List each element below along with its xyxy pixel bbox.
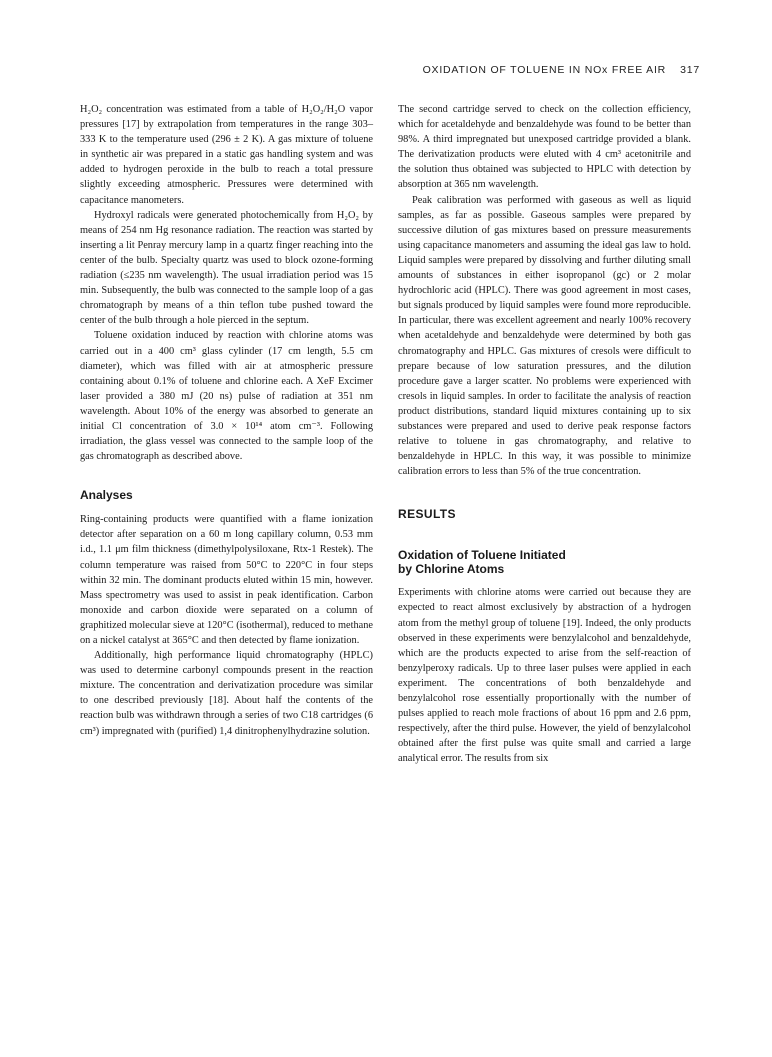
section-heading-results: RESULTS [398, 507, 456, 522]
paragraph-peak-calibration: Peak calibration was performed with gaseous as well as liquid samples, as far as possible. Gaseous samples were prepared by successive dilution of gas mixtures based on pressure measurements using capacitance manometers and assuming the ideal gas law to hold. Liquid samples were prepared by dissolving and further diluting small amounts of substances in either isopropanol (gc) or 2 molar hydrochloric acid (HPLC). There was good agreement in most cases, but signals produced by liquid samples were found more reproducible. In particular, there was excellent agreement and nearly 100% recovery when acetaldehyde and benzaldehyde were determined by both gas chromatography and HPLC. Gas mixtures of cresols were difficult to prepare because of low saturation pressures, and the dilution procedure gave a larger scatter. No problems were experienced with cresols in liquid samples. In order to facilitate the analysis of reaction product distributions, standard liquid mixtures containing up to six substances were prepared and used to derive peak response factors relative to toluene in gas chromatography, and relative to benzaldehyde in HPLC. In this way, it was possible to minimize calibration errors to less than 5% of the true concentration. [398, 194, 691, 478]
running-title: OXIDATION OF TOLUENE IN NOx FREE AIR [422, 64, 667, 76]
paragraph-chlorine-experiments: Experiments with chlorine atoms were carried out because they are expected to react almost exclusively by abstraction of a hydrogen atom from the methyl group of toluene [19]. Indeed, the only products observed in these experiments were benzylalcohol and benzaldehyde, which are the products expected to arise from the self-reaction of benzylperoxy radicals. Up to three laser pulses were applied in each experiment. The concentrations of both benzaldehyde and benzylalcohol rose essentially proportionally with the number of pulses applied to reach mole fractions of about 16 ppm and 2.6 ppm, respectively, after the third pulse. However, the yield of benzylalcohol obtained after the first pulse was quite small and carried a large analytical error. The results from six [398, 587, 691, 765]
paragraph-hplc: Additionally, high performance liquid chromatography (HPLC) was used to determine carbonyl compounds present in the reaction mixture. The concentration and derivatization procedure was similar to one described previously [18]. About half the contents of the reaction bulb was withdrawn through a series of two C18 cartridges (6 cm³) impregnated with (purified) 1,4 dinitrophenylhydrazine solution. [80, 650, 373, 737]
page-number: 317 [680, 64, 700, 76]
subsection-heading-line1: Oxidation of Toluene Initiated [398, 548, 566, 563]
subsection-heading-line2: by Chlorine Atoms [398, 562, 505, 577]
running-header [423, 64, 700, 76]
subsection-heading-chlorine [398, 548, 691, 576]
section-heading-analyses: Analyses [80, 488, 133, 503]
right-column [398, 102, 691, 766]
paragraph-ring-products: Ring-containing products were quantified with a flame ionization detector after separation on a 60 m long capillary column, 0.53 mm i.d., 1.1 μm film thickness (dimethylpolysiloxane, Rtx-1 Restek). The column temperature was raised from 50°C to 220°C in four steps within 32 min. The dominant products eluted within 15 min, however. Mass spectrometry was used to assist in peak identification. Carbon monoxide and carbon dioxide were separated on a column of graphitized molecular sieve at 120°C (isothermal), reduced to methane on a nickel catalyst at 365°C and then detected by flame ionization. [80, 514, 373, 646]
paragraph-second-cartridge: The second cartridge served to check on the collection efficiency, which for acetaldehyde and benzaldehyde was found to be better than 98%. A third impregnated but unexposed cartridge provided a blank. The derivatization products were eluted with 4 cm³ acetonitrile and the solution thus obtained was subjected to HPLC with detection by absorption at 365 nm wavelength. [398, 104, 691, 191]
paragraph-chlorine-oxidation: Toluene oxidation induced by reaction with chlorine atoms was carried out in a 400 cm³ glass cylinder (17 cm length, 5.5 cm diameter), which was filled with air at atmospheric pressure containing about 0.1% of toluene and chlorine each. A XeF Excimer laser provided a 380 mJ (20 ns) pulse of radiation at 351 nm wavelength. About 10% of the energy was absorbed to generate an initial Cl concentration of 3.0 × 10¹⁴ atom cm⁻³. Following irradiation, the glass vessel was connected to the sample loop of the gas chromatograph as described above. [80, 330, 373, 463]
paragraph-h2o2-concentration: H₂O₂ concentration was estimated from a table of H₂O₂/H₂O vapor pressures [17] by extrapolation from temperatures in the range 303–333 K to the temperature used (296 ± 2 K). A gas mixture of toluene in synthetic air was prepared in a static gas handling system and was added to hydrogen peroxide in the bulb to reach a total pressure slightly exceeding atmospheric. Pressures were determined with capacitance manometers. [80, 104, 373, 206]
left-column [80, 102, 373, 739]
paragraph-hydroxyl-radicals: Hydroxyl radicals were generated photochemically from H₂O₂ by means of 254 nm Hg resonance radiation. The reaction was started by inserting a lit Penray mercury lamp in a quartz finger reaching into the center of the bulb. Specialty quartz was used to block ozone-forming radiation (≤235 nm wavelength). The usual irradiation period was 15 min. Subsequently, the bulb was connected to the sample loop of a gas chromatograph by means of a thin teflon tube pushed toward the center of the bulb through a hole pierced in the septum. [80, 209, 373, 327]
